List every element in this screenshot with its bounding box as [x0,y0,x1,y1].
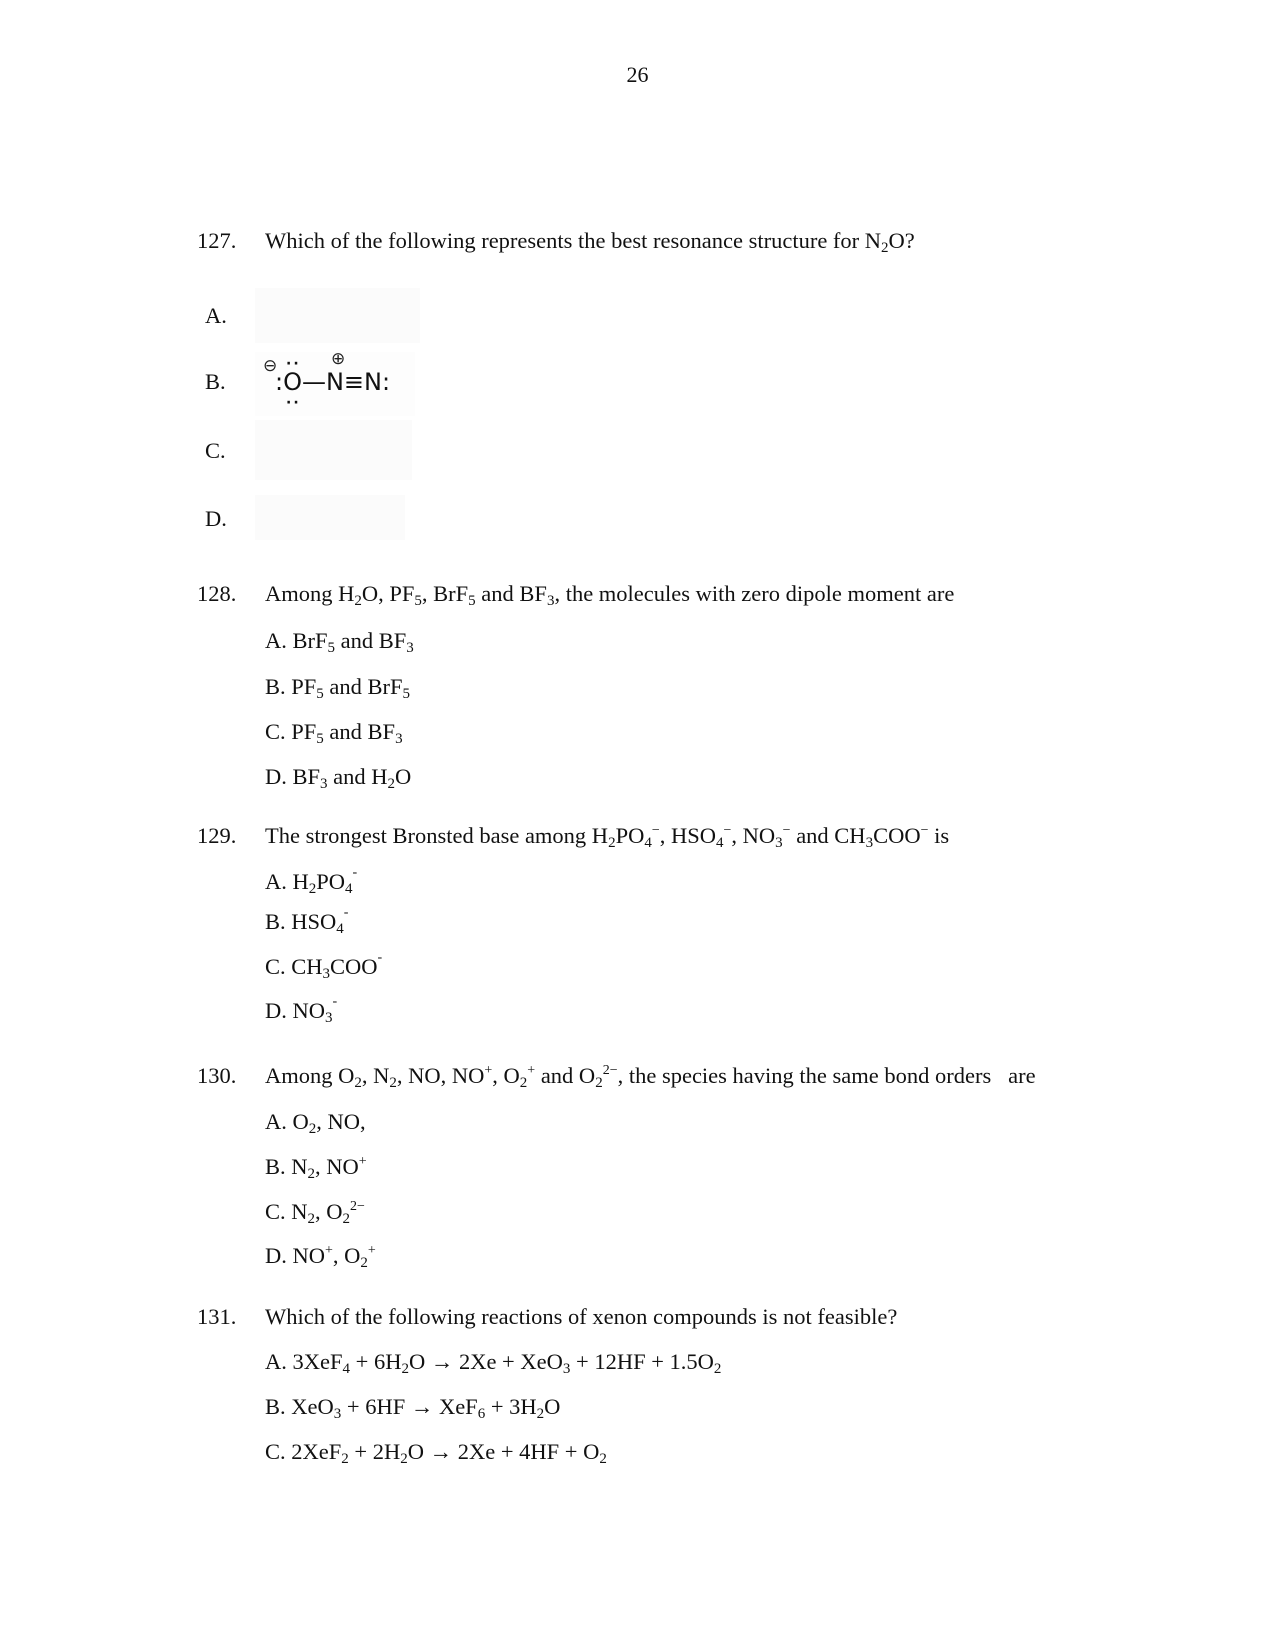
subscript: 2 [608,835,616,851]
question-text [265,1306,897,1329]
text-segment: A. H [265,869,309,894]
option-c [265,1439,607,1467]
subscript: 2 [360,1255,368,1271]
subscript: 2 [599,1451,607,1467]
option-a [265,1349,722,1377]
text-segment: + 3H [485,1394,537,1419]
lone-pair-top: ·· [286,356,301,372]
text-segment: + 6H [350,1349,402,1374]
option-a [265,865,358,897]
subscript: 5 [468,593,476,609]
option-label-a: A. [205,303,227,328]
subscript: 4 [342,1361,350,1377]
text-segment: and BF [475,581,547,606]
text-segment: , NO [315,1154,359,1179]
text-segment: C. N [265,1199,308,1224]
option-c-structure-image [255,420,412,480]
text-segment: , N [361,1063,390,1088]
text-segment: , O [332,1243,361,1268]
text-segment: and BF [323,719,396,744]
question-text [265,228,915,256]
subscript: 5 [316,686,324,702]
superscript: - [332,994,338,1009]
text-segment: and CH [790,823,866,848]
text-segment: The strongest Bronsted base among H [265,823,609,848]
question-number: 131. [197,1304,237,1329]
text-segment: Among H [265,581,355,606]
superscript: − [920,823,929,838]
text-segment: Which of the following reactions of xenon compounds is not feasible? [265,1304,898,1329]
text-segment: O, PF [361,581,415,606]
subscript: 2 [307,1211,316,1227]
option-d [265,764,412,792]
text-segment: PO [316,869,346,894]
text-segment: PO [615,823,645,848]
subscript: 4 [336,921,344,937]
option-c [265,1199,365,1227]
subscript: 2 [308,1121,317,1137]
subscript: 3 [775,835,783,851]
subscript: 2 [400,1451,408,1467]
subscript: 3 [562,1361,571,1377]
text-segment: + 12HF + 1.5O [570,1349,714,1374]
text-segment: O? [888,228,915,253]
text-segment: COO [873,823,921,848]
option-b [265,674,411,702]
superscript: 2− [602,1063,618,1078]
option-label-b: B. [205,369,226,394]
superscript: − [782,823,791,838]
text-segment: , the species having the same bond orders are [617,1063,1036,1088]
subscript: 2 [354,1075,362,1091]
structure-atoms: :O—N≡N: [275,368,391,396]
text-segment: D. NO [265,998,325,1023]
subscript: 3 [320,776,328,792]
question-text [265,581,955,609]
text-segment: , NO [731,823,776,848]
superscript: + [527,1063,536,1078]
text-segment: COO [330,954,378,979]
text-segment: + 6HF → XeF [341,1394,478,1419]
subscript: 3 [395,731,403,747]
subscript: 2 [342,1211,351,1227]
subscript: 2 [401,1361,409,1377]
text-segment: , NO, [316,1109,366,1134]
question-text [265,1063,1036,1091]
subscript: 2 [519,1075,528,1091]
option-label-c: C. [205,438,226,463]
text-segment: O [544,1394,561,1419]
option-a-structure-image [255,288,420,343]
text-segment: Which of the following represents the best resonance structure for N [265,228,882,253]
text-segment: D. NO [265,1243,325,1268]
subscript: 3 [865,835,874,851]
subscript: 5 [327,640,336,656]
subscript: 4 [345,881,353,897]
subscript: 3 [322,966,331,982]
subscript: 2 [881,240,889,256]
superscript: − [651,823,660,838]
option-c [265,719,403,747]
superscript: + [367,1243,376,1258]
option-a [265,1109,366,1137]
text-segment: , NO, NO [396,1063,485,1088]
superscript: - [377,950,383,965]
negative-charge-icon: ⊖ [263,356,278,376]
text-segment: C. CH [265,954,323,979]
option-label-d: D. [205,506,227,531]
subscript: 2 [341,1451,349,1467]
text-segment: B. XeO [265,1394,334,1419]
question-number: 130. [197,1063,237,1088]
text-segment: , O [492,1063,520,1088]
text-segment: , O [315,1199,343,1224]
subscript: 5 [402,686,411,702]
text-segment: O [395,764,412,789]
subscript: 3 [406,640,414,656]
subscript: 2 [536,1406,545,1422]
question-number: 128. [197,581,237,606]
option-b-lewis-structure [255,349,415,416]
option-a [265,628,414,656]
lone-pair-bottom: ·· [286,395,301,411]
subscript: 5 [316,731,324,747]
option-d [265,994,338,1026]
text-segment: B. N [265,1154,308,1179]
option-d-structure-image [255,495,405,540]
text-segment: A. 3XeF [265,1349,343,1374]
text-segment: , BrF [421,581,469,606]
superscript: - [352,865,358,880]
text-segment: Among O [265,1063,355,1088]
subscript: 6 [477,1406,486,1422]
option-d [265,1243,376,1271]
option-c [265,950,383,982]
superscript: + [325,1243,333,1258]
text-segment: D. BF [265,764,321,789]
subscript: 4 [644,835,652,851]
text-segment: C. PF [265,719,317,744]
option-b [265,1154,367,1182]
subscript: 2 [595,1075,603,1091]
text-segment: B. PF [265,674,317,699]
text-segment: , the molecules with zero dipole moment are [554,581,955,606]
option-b [265,1394,561,1422]
positive-charge-icon: ⊕ [331,349,346,369]
superscript: − [723,823,732,838]
text-segment: A. BrF [265,628,328,653]
text-segment: , HSO [659,823,716,848]
text-segment: O → 2Xe + XeO [408,1349,563,1374]
superscript: + [484,1063,493,1078]
question-number: 129. [197,823,237,848]
text-segment: O → 2Xe + 4HF + O [407,1439,600,1464]
question-text [265,823,950,851]
page-number: 26 [626,62,649,87]
subscript: 3 [546,593,555,609]
text-segment: + 2H [348,1439,401,1464]
text-segment: and BrF [323,674,403,699]
text-segment: is [928,823,950,848]
subscript: 2 [354,593,362,609]
text-segment: and O [535,1063,596,1088]
superscript: - [343,905,349,920]
superscript: + [358,1154,367,1169]
text-segment: and H [327,764,388,789]
subscript: 2 [387,776,396,792]
subscript: 2 [308,881,317,897]
subscript: 2 [713,1361,722,1377]
text-segment: B. HSO [265,909,337,934]
subscript: 4 [716,835,724,851]
subscript: 3 [325,1010,333,1026]
superscript: 2− [350,1199,365,1214]
text-segment: A. O [265,1109,309,1134]
text-segment: C. 2XeF [265,1439,342,1464]
text-segment: and BF [335,628,407,653]
question-number: 127. [197,228,237,253]
subscript: 2 [389,1075,397,1091]
subscript: 2 [307,1166,316,1182]
option-b [265,905,349,937]
subscript: 3 [333,1406,342,1422]
subscript: 5 [414,593,422,609]
